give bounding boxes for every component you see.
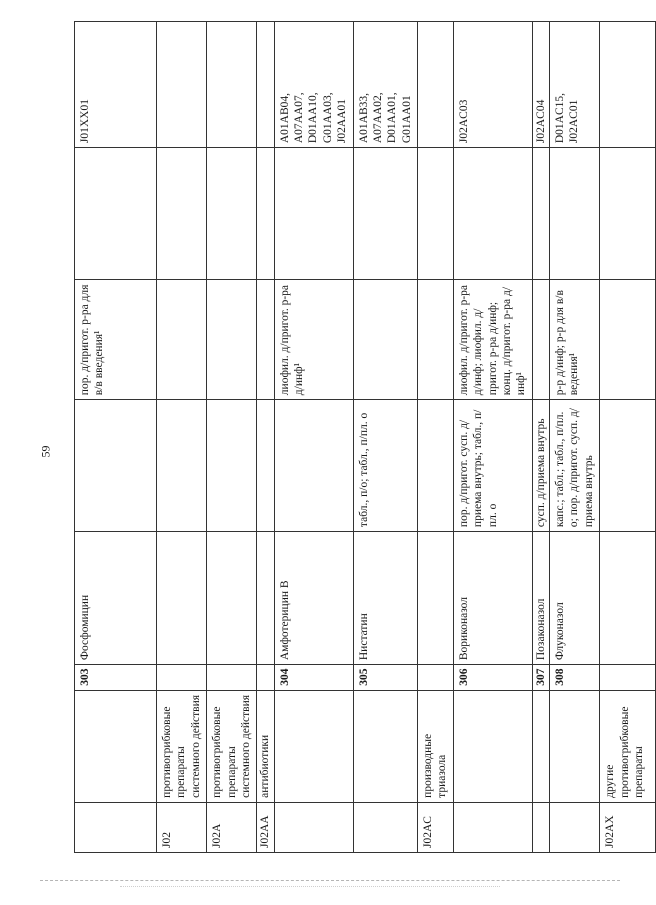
name-cell: Вориконазол: [453, 532, 532, 665]
name-cell: [157, 532, 207, 665]
drug-table: [74, 21, 656, 853]
group-cell: антибиотики: [257, 690, 274, 802]
name-cell: Флуконазол: [550, 532, 600, 665]
name-cell: Фосфомицин: [75, 532, 157, 665]
group-cell: [75, 690, 157, 802]
table-row: [75, 22, 157, 853]
atc-cell: [274, 802, 353, 852]
atc-cell: [532, 802, 549, 852]
empty-cell: [453, 148, 532, 280]
empty-cell: [600, 148, 656, 280]
table-row: [257, 22, 274, 853]
number-cell: 303: [75, 665, 157, 691]
group-cell: [550, 690, 600, 802]
codes-cell: [418, 22, 454, 148]
forms-cell: табл., п/о; табл., п/пл. о: [353, 400, 418, 532]
forms-injection-cell: [418, 280, 454, 400]
codes-cell: [75, 22, 157, 148]
page-number: 59: [38, 445, 53, 458]
number-cell: [207, 665, 257, 691]
codes-cell: [600, 22, 656, 148]
empty-cell: [75, 148, 157, 280]
scan-edge-line: [40, 880, 620, 881]
table-row: [274, 22, 353, 853]
group-cell: [353, 690, 418, 802]
forms-cell: пор. д/пригот. сусп. д/приема внутрь; табл., п/пл. о: [453, 400, 532, 532]
table-row: [600, 22, 656, 853]
rotated-table-wrapper: [74, 21, 645, 853]
codes-cell: [532, 22, 549, 148]
forms-injection-cell: [207, 280, 257, 400]
number-cell: [257, 665, 274, 691]
forms-injection-cell: [353, 280, 418, 400]
group-cell: производные триазола: [418, 690, 454, 802]
atc-cell: J02AC: [418, 802, 454, 852]
empty-cell: [207, 148, 257, 280]
forms-cell: [418, 400, 454, 532]
forms-injection-cell: [532, 280, 549, 400]
forms-cell: сусп. д/приема внутрь: [532, 400, 549, 532]
forms-cell: капс.; табл.; табл., п/пл. о; пор. д/пригот. сусп. д/приема внутрь: [550, 400, 600, 532]
empty-cell: [274, 148, 353, 280]
code: J02AC03: [457, 99, 470, 144]
forms-cell: [274, 400, 353, 532]
forms-cell: [257, 400, 274, 532]
atc-cell: [75, 802, 157, 852]
number-cell: 305: [353, 665, 418, 691]
codes-cell: [274, 22, 353, 148]
atc-cell: [550, 802, 600, 852]
codes-cell: [353, 22, 418, 148]
table-row: [453, 22, 532, 853]
code: A01AB04,: [278, 92, 291, 144]
name-cell: [207, 532, 257, 665]
name-cell: Нистатин: [353, 532, 418, 665]
table-row: [207, 22, 257, 853]
name-cell: Амфотерицин В: [274, 532, 353, 665]
empty-cell: [353, 148, 418, 280]
code: D01AA10,: [307, 92, 320, 144]
forms-injection-cell: лиофил. д/пригот. р-ра д/инф¹: [274, 280, 353, 400]
number-cell: 304: [274, 665, 353, 691]
atc-cell: [353, 802, 418, 852]
group-cell: [274, 690, 353, 802]
atc-cell: J02: [157, 802, 207, 852]
name-cell: [418, 532, 454, 665]
code: G01AA01: [400, 95, 413, 144]
group-cell: другие противогрибковые препараты: [600, 690, 656, 802]
forms-cell: [207, 400, 257, 532]
group-cell: противогрибковые препараты системного действия: [207, 690, 257, 802]
group-cell: [532, 690, 549, 802]
codes-cell: [207, 22, 257, 148]
code: A07AA07,: [293, 92, 305, 144]
group-cell: противогрибковые препараты системного действия: [157, 690, 207, 802]
table-row: [157, 22, 207, 853]
group-cell: [453, 690, 532, 802]
name-cell: [257, 532, 274, 665]
forms-injection-cell: [257, 280, 274, 400]
codes-cell: [257, 22, 274, 148]
empty-cell: [157, 148, 207, 280]
code: J02AC01: [568, 99, 581, 144]
atc-cell: J02AX: [600, 802, 656, 852]
code: J02AA01: [336, 99, 349, 144]
empty-cell: [532, 148, 549, 280]
forms-cell: [75, 400, 157, 532]
number-cell: [157, 665, 207, 691]
code: A07AA02,: [371, 92, 384, 144]
code: J02AC04: [534, 99, 547, 144]
forms-injection-cell: лиофил. д/пригот. р-ра д/инф; лиофил. д/пригот. р-ра д/инф; конц. д/пригот. р-ра д/инф¹: [453, 280, 532, 400]
codes-cell: [453, 22, 532, 148]
empty-cell: [418, 148, 454, 280]
codes-cell: [157, 22, 207, 148]
forms-injection-cell: р-р д/инф; р-р для в/в ведения¹: [550, 280, 600, 400]
atc-cell: J02A: [207, 802, 257, 852]
code: J01XX01: [79, 99, 91, 144]
table-row: [418, 22, 454, 853]
forms-injection-cell: [157, 280, 207, 400]
table-row: [550, 22, 600, 853]
name-cell: Позаконазол: [532, 532, 549, 665]
empty-cell: [257, 148, 274, 280]
name-cell: [600, 532, 656, 665]
table-row: [532, 22, 549, 853]
atc-cell: J02AA: [257, 802, 274, 852]
code: A01AB33,: [357, 92, 370, 144]
number-cell: [600, 665, 656, 691]
forms-injection-cell: пор. д/пригот. р-ра для в/в введения¹: [75, 280, 157, 400]
forms-injection-cell: [600, 280, 656, 400]
number-cell: [418, 665, 454, 691]
number-cell: 308: [550, 665, 600, 691]
scan-edge-line: [120, 886, 500, 887]
code: G01AA03,: [321, 92, 334, 144]
number-cell: 306: [453, 665, 532, 691]
table-row: [353, 22, 418, 853]
atc-cell: [453, 802, 532, 852]
codes-cell: [550, 22, 600, 148]
number-cell: 307: [532, 665, 549, 691]
empty-cell: [550, 148, 600, 280]
code: D01AA01,: [386, 92, 399, 144]
forms-cell: [600, 400, 656, 532]
forms-cell: [157, 400, 207, 532]
code: D01AC15,: [554, 92, 566, 144]
